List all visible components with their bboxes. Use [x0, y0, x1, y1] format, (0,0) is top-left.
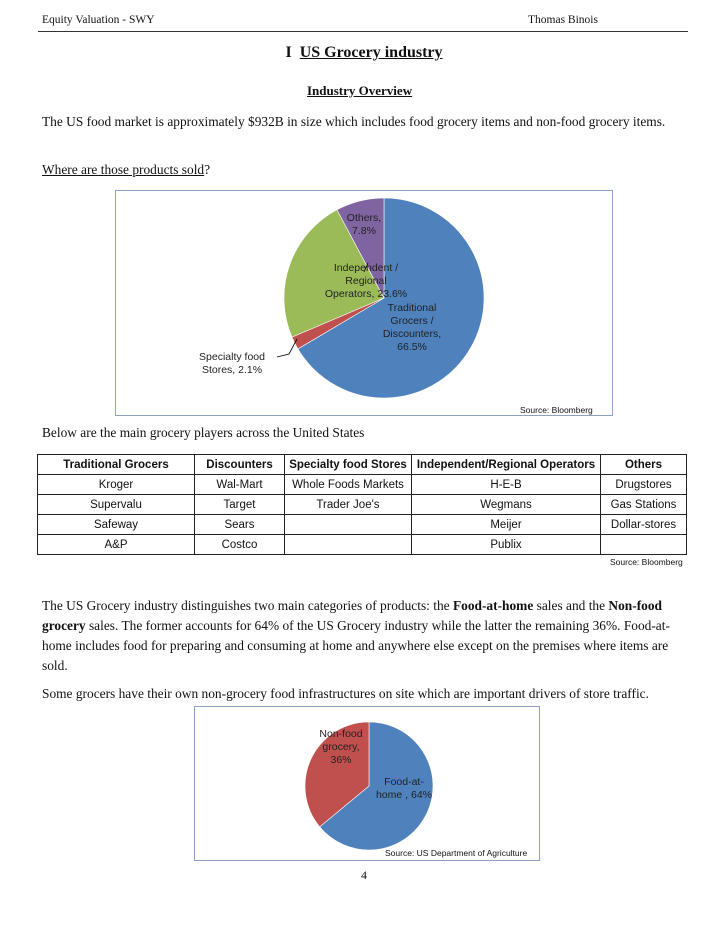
chart-source: Source: Bloomberg	[520, 405, 593, 415]
chart-product-categories	[194, 706, 540, 861]
pie-data-label-line: 36%	[330, 754, 352, 766]
table-cell: Supervalu	[38, 495, 195, 515]
pie-data-label	[199, 351, 265, 376]
table-cell: Target	[195, 495, 285, 515]
players-intro: Below are the main grocery players across the United States	[42, 425, 365, 440]
pie-data-label-line: Grocers /	[390, 315, 434, 327]
categories-text-3: sales. The former accounts for 64% of the US Grocery industry while the latter the remaining 36%. Food-at-home includes food for preparing and consuming at home and anywhere else except on the premises where items are sold.	[42, 618, 670, 673]
non-food-grocery-term: Non-food grocery	[42, 598, 662, 633]
table-cell: Meijer	[412, 515, 601, 535]
table-cell: Sears	[195, 515, 285, 535]
categories-text-2: sales and the	[533, 598, 609, 613]
table-cell: Costco	[195, 535, 285, 555]
pie-data-label-line: Independent /	[333, 262, 399, 274]
table-cell: Wegmans	[412, 495, 601, 515]
table-cell: Trader Joe's	[285, 495, 412, 515]
pie-data-label-line: Specialty food	[199, 351, 265, 363]
food-at-home-term: Food-at-home	[452, 598, 534, 613]
pie-data-label-line: Operators, 23.6%	[324, 288, 408, 300]
table-cell: Dollar-stores	[601, 515, 687, 535]
pie-data-label-line: Food-at-	[384, 776, 424, 788]
pie-data-label-line: Regional	[345, 275, 387, 287]
section-number: I	[285, 44, 292, 61]
table-row	[38, 515, 687, 535]
table-header: Others	[601, 455, 687, 475]
grocery-players-table	[37, 454, 687, 555]
subheading: Industry Overview	[307, 83, 413, 98]
table-cell: Kroger	[38, 475, 195, 495]
pie-data-label-line: grocery,	[322, 741, 360, 753]
table-cell	[285, 515, 412, 535]
pie-data-label-line: Traditional	[387, 302, 437, 314]
pie-data-label-line: home , 64%	[375, 789, 433, 801]
question-paragraph	[42, 160, 687, 180]
categories-paragraph	[42, 596, 687, 676]
table-cell	[285, 535, 412, 555]
table-cell: Whole Foods Markets	[285, 475, 412, 495]
pie-data-label-line: Discounters,	[382, 328, 442, 340]
table-header: Discounters	[195, 455, 285, 475]
table-cell: Safeway	[38, 515, 195, 535]
header-rule	[38, 31, 688, 32]
pie-chart-product-categories	[195, 707, 539, 860]
pie-data-label-line: 7.8%	[352, 225, 376, 237]
table-header: Independent/Regional Operators	[412, 455, 601, 475]
categories-text-1: The US Grocery industry distinguishes two main categories of products: the	[42, 598, 453, 613]
table-header: Specialty food Stores	[285, 455, 412, 475]
table-cell	[601, 535, 687, 555]
section-title	[0, 44, 728, 62]
chart-source: Source: US Department of Agriculture	[385, 848, 528, 858]
table-row	[38, 495, 687, 515]
table-cell: Wal-Mart	[195, 475, 285, 495]
intro-paragraph: The US food market is approximately $932B in size which includes food grocery items and non-food grocery items.	[42, 114, 666, 129]
table-cell: H-E-B	[412, 475, 601, 495]
pie-data-label-line: 66.5%	[397, 341, 427, 353]
table-cell: A&P	[38, 535, 195, 555]
pie-chart-retail-channels	[116, 191, 612, 415]
table-cell: Drugstores	[601, 475, 687, 495]
pie-data-label-line: Non-food	[319, 728, 363, 740]
infra-paragraph	[42, 684, 687, 704]
section-title-text: US Grocery industry	[299, 44, 443, 61]
infra-text: Some grocers have their own non-grocery food infrastructures on site which are important drivers of store traffic.	[42, 686, 649, 701]
page-number: 4	[361, 868, 367, 882]
pie-data-label	[376, 776, 432, 801]
question-mark: ?	[204, 162, 211, 177]
table-cell: Gas Stations	[601, 495, 687, 515]
header-right: Thomas Binois	[528, 14, 598, 26]
table-header-row	[38, 455, 687, 475]
header-left: Equity Valuation - SWY	[42, 14, 155, 26]
table-header: Traditional Grocers	[38, 455, 195, 475]
table-row	[38, 475, 687, 495]
table-row	[38, 535, 687, 555]
pie-data-label-line: Others,	[346, 212, 382, 224]
chart-retail-channels	[115, 190, 613, 416]
table-cell: Publix	[412, 535, 601, 555]
question-text: Where are those products sold	[42, 162, 205, 177]
table-source: Source: Bloomberg	[610, 557, 683, 567]
pie-data-label-line: Stores, 2.1%	[201, 364, 263, 376]
